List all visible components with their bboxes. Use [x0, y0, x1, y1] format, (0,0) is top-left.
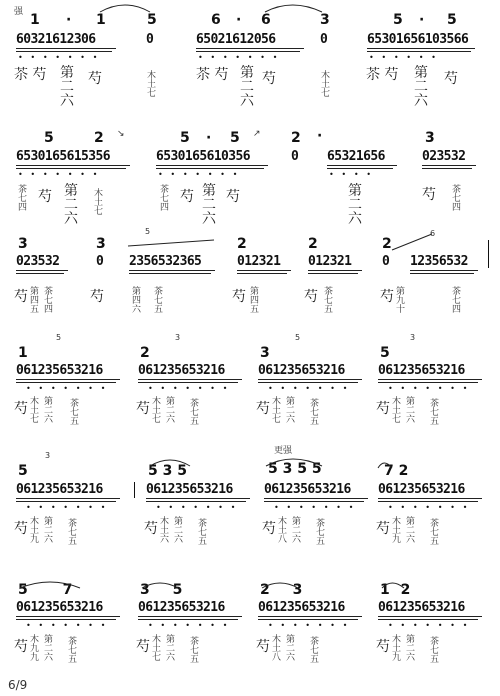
tablature: 第 二 六: [286, 635, 296, 663]
melody-segment: 061235653216: [378, 363, 465, 378]
tablature: 第 二 六: [64, 183, 78, 227]
tablature: 木 土 七: [152, 635, 162, 663]
top-note: 5: [44, 130, 54, 146]
top-dot: ·: [236, 12, 242, 28]
octave-dots: • • • • • • •: [26, 621, 107, 630]
melody-segment: 061235653216: [138, 600, 225, 615]
tablature: 茶 七 五: [70, 399, 80, 427]
top-note: 5: [393, 12, 403, 28]
top-dot: ·: [66, 12, 72, 28]
octave-dots: • • • • • • •: [268, 621, 349, 630]
tablature: 芍: [376, 639, 390, 655]
octave-dots: • • • • • • •: [388, 621, 469, 630]
tablature: 第 二 六: [166, 635, 176, 663]
tablature: 第 二 六: [166, 397, 176, 425]
tablature: 芍: [380, 289, 394, 305]
melody-segment: 0: [291, 149, 299, 164]
tablature: 木 土 六: [160, 517, 170, 545]
tablature: 茶 七 五: [68, 637, 78, 665]
tablature: 茶 七 五: [154, 287, 164, 315]
slur-arc: [150, 460, 190, 466]
melody-segment: 2356532365: [129, 254, 202, 269]
tablature: 芍: [144, 521, 158, 537]
melody-segment: 061235653216: [146, 482, 233, 497]
tablature: 第 二 六: [44, 397, 54, 425]
top-note: 2: [308, 236, 318, 252]
melody-segment: 12356532: [410, 254, 468, 269]
slur-arc: [262, 583, 298, 588]
top-note: 5 3 5: [148, 463, 187, 479]
top-note: 5: [380, 345, 390, 361]
melody-segment: 60321612306: [16, 32, 96, 47]
top-note: 3: [96, 236, 106, 252]
melody-segment: 65321656: [327, 149, 385, 164]
octave-dots: • • • • • •: [369, 53, 438, 62]
top-note: 1: [30, 12, 40, 28]
tablature: 芍: [136, 639, 150, 655]
octave-dots: • • • • • • •: [18, 53, 99, 62]
octave-dots: • • • • • • •: [158, 170, 239, 179]
tablature: 芍: [88, 71, 102, 87]
tablature: 木 九 九: [30, 635, 40, 663]
top-dot: ·: [206, 130, 212, 146]
melody-segment: 023532: [422, 149, 466, 164]
tablature: 芍: [422, 187, 436, 203]
tablature: 芍: [136, 401, 150, 417]
octave-dots: • • • • • • •: [18, 170, 99, 179]
tablature: 茶 七 五: [68, 519, 78, 547]
tablature: 茶 七 五: [430, 399, 440, 427]
tablature: 第 九 十: [396, 287, 406, 315]
tablature: 第 二 六: [414, 65, 428, 109]
tablature: 芍: [14, 521, 28, 537]
top-note: 5: [147, 12, 157, 28]
grace-note: 6: [430, 229, 436, 238]
slur-arc: [20, 582, 80, 588]
top-note: 1 2: [380, 582, 411, 598]
top-note: 5: [18, 463, 28, 479]
tablature: 芍: [256, 639, 270, 655]
tablature: 第 二 六: [406, 635, 416, 663]
tablature: 芍: [14, 289, 28, 305]
top-note: 5: [180, 130, 190, 146]
tablature: 第 四 五: [30, 287, 40, 315]
glissando-line: [392, 234, 432, 250]
top-note: 3: [320, 12, 330, 28]
melody-segment: 023532: [16, 254, 60, 269]
tablature: 芍: [376, 521, 390, 537]
tablature: 第 二 六: [60, 65, 74, 109]
tablature: 茶 七 四: [160, 185, 170, 213]
page-number: 6/9: [8, 678, 28, 692]
top-note: 5: [447, 12, 457, 28]
tablature: 芍: [180, 189, 194, 205]
melody-segment: 061235653216: [378, 482, 465, 497]
tablature: 木 土 七: [321, 71, 331, 99]
octave-dots: • • • • • • •: [274, 503, 355, 512]
tablature: 木 土 七: [272, 397, 282, 425]
melody-segment: 061235653216: [138, 363, 225, 378]
top-note: 7 2: [384, 463, 409, 479]
top-note: 6: [211, 12, 221, 28]
tablature: 芍: [304, 289, 318, 305]
melody-segment: 061235653216: [258, 600, 345, 615]
top-note: 1: [96, 12, 106, 28]
octave-dots: • • • • • • •: [26, 503, 107, 512]
tablature: 第 二 六: [174, 517, 184, 545]
tablature: 木 土 七: [94, 189, 104, 217]
top-note: 5: [230, 130, 240, 146]
tablature: 茶 七 四: [452, 287, 462, 315]
tablature: 木 土 九: [392, 517, 402, 545]
tablature: 第 二 六: [44, 635, 54, 663]
top-note: 2: [237, 236, 247, 252]
dynamic-gengqiang: 更强: [274, 446, 293, 456]
top-note: 3 5: [140, 582, 183, 598]
top-note: 2: [94, 130, 104, 146]
melody-segment: 061235653216: [378, 600, 465, 615]
top-note: 2: [382, 236, 392, 252]
melody-segment: 061235653216: [16, 600, 103, 615]
top-note: 5 3 5 5: [268, 461, 322, 477]
grace-note: 5: [56, 333, 62, 342]
melody-segment: 012321: [308, 254, 352, 269]
tablature: 茶 七 五: [310, 637, 320, 665]
tablature: 芍: [226, 189, 240, 205]
top-note: 5 7: [18, 582, 73, 598]
tablature: 茶 七 四: [18, 185, 28, 213]
slur-arc: [266, 459, 322, 466]
octave-dots: • • • • • • •: [26, 384, 107, 393]
tablature: 芍: [444, 71, 458, 87]
octave-dots: • • • •: [329, 170, 373, 179]
tablature: 茶 七 五: [430, 637, 440, 665]
melody-segment: 0: [320, 32, 328, 47]
tablature: 木 土 七: [30, 397, 40, 425]
melody-segment: 0: [146, 32, 154, 47]
tablature: 茶 七 五: [190, 399, 200, 427]
tablature: 第 二 六: [406, 517, 416, 545]
tablature: 木 土 七: [147, 71, 157, 99]
top-note: 6: [261, 12, 271, 28]
top-note: 3: [18, 236, 28, 252]
tablature: 茶 七 五: [324, 287, 334, 315]
slur-arc: [378, 463, 392, 468]
tablature: 第 二 六: [240, 65, 254, 109]
tablature: 木 土 九: [392, 635, 402, 663]
tablature: 木 土 七: [392, 397, 402, 425]
grace-note: 5: [295, 333, 301, 342]
tablature: 苶 芍: [366, 67, 399, 83]
tablature: 苶 芍: [14, 67, 47, 83]
dynamic-qiang: 强: [14, 7, 24, 17]
melody-segment: 6530165610356: [156, 149, 250, 164]
tablature: 第 二 六: [286, 397, 296, 425]
tablature: 木 土 八: [278, 517, 288, 545]
glissando-line: [128, 240, 214, 246]
tablature: 第 四 六: [132, 287, 142, 315]
top-dot: ·: [317, 128, 323, 144]
top-note: 2: [140, 345, 150, 361]
tablature: 苶 芍: [196, 67, 229, 83]
tablature: 茶 七 四: [44, 287, 54, 315]
top-note: 3: [260, 345, 270, 361]
tablature: 第 二 六: [348, 183, 362, 227]
arrow-mark: ↘: [117, 129, 125, 139]
tablature: 第 四 五: [250, 287, 260, 315]
octave-dots: • • • • • • •: [148, 621, 229, 630]
tablature: 芍: [256, 401, 270, 417]
arrow-mark: ↗: [253, 129, 261, 139]
octave-dots: • • • • • • •: [148, 384, 229, 393]
octave-dots: • • • • • • •: [156, 503, 237, 512]
octave-dots: • • • • • • •: [388, 503, 469, 512]
melody-segment: 0: [96, 254, 104, 269]
melody-segment: 65301656103566: [367, 32, 469, 47]
grace-note: 5: [145, 227, 151, 236]
melody-segment: 061235653216: [258, 363, 345, 378]
tablature: 茶 七 五: [198, 519, 208, 547]
melody-segment: 061235653216: [16, 482, 103, 497]
top-dot: ·: [419, 12, 425, 28]
tablature: 芍: [376, 401, 390, 417]
top-note: 2: [291, 130, 301, 146]
top-note: 3: [425, 130, 435, 146]
octave-dots: • • • • • • •: [388, 384, 469, 393]
melody-segment: 061235653216: [264, 482, 351, 497]
tablature: 芍: [262, 521, 276, 537]
tablature: 茶 七 五: [310, 399, 320, 427]
tablature: 茶 七 五: [190, 637, 200, 665]
tablature: 木 土 九: [30, 517, 40, 545]
grace-note: 3: [45, 451, 51, 460]
tablature: 第 二 六: [202, 183, 216, 227]
slur-arc: [100, 5, 150, 12]
top-note: 1: [18, 345, 28, 361]
melody-segment: 6530165615356: [16, 149, 110, 164]
melody-segment: 65021612056: [196, 32, 276, 47]
tablature: 芍: [232, 289, 246, 305]
tablature: 芍: [90, 289, 104, 305]
tablature: 木 土 八: [272, 635, 282, 663]
tablature: 茶 七 四: [452, 185, 462, 213]
slur-arc: [142, 583, 178, 588]
tablature: 第 二 六: [44, 517, 54, 545]
tablature: 茶 七 五: [316, 519, 326, 547]
grace-note: 3: [175, 333, 181, 342]
octave-dots: • • • • • • •: [268, 384, 349, 393]
octave-dots: • • • • • • •: [198, 53, 279, 62]
tablature: 芍: [262, 71, 276, 87]
tablature: 芍: [38, 189, 52, 205]
melody-segment: 0: [382, 254, 390, 269]
tablature: 芍: [14, 639, 28, 655]
tablature: 芍: [14, 401, 28, 417]
grace-note: 3: [410, 333, 416, 342]
tablature: 茶 七 五: [430, 519, 440, 547]
top-note: 2 3: [260, 582, 303, 598]
melody-segment: 061235653216: [16, 363, 103, 378]
slur-arc: [382, 583, 404, 588]
melody-segment: 012321: [237, 254, 281, 269]
tablature: 木 土 七: [152, 397, 162, 425]
slur-arc: [265, 5, 322, 12]
tablature: 第 二 六: [406, 397, 416, 425]
tablature: 第 二 六: [292, 517, 302, 545]
